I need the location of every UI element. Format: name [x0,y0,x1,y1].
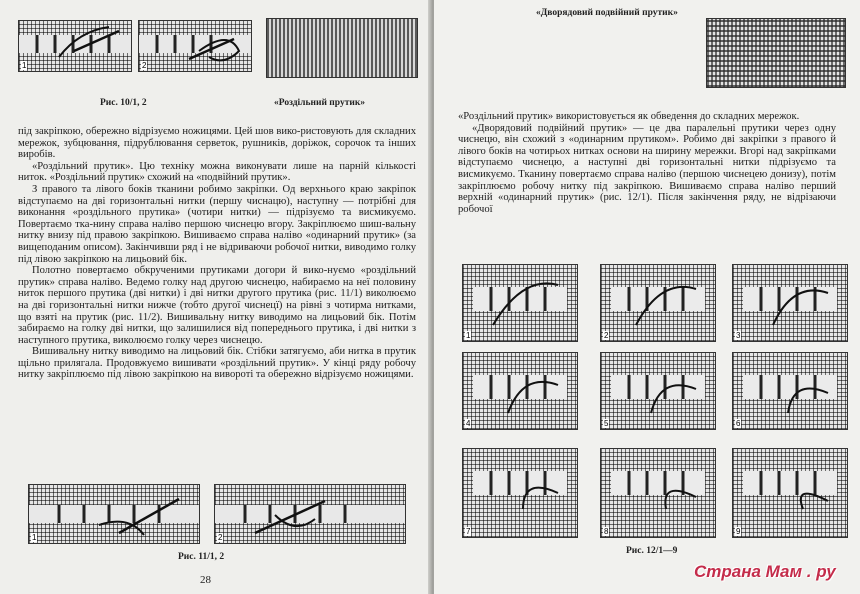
figure-12-panel [462,448,578,538]
stitch-drawing [601,353,715,430]
figure-12-panel [732,448,848,538]
figure-number: 1 [32,533,37,542]
figure-number: 1 [466,331,471,340]
stitch-drawing [463,449,577,537]
paragraph: під закріпкою, обережно відрізуємо ножицями. Цей шов вико-ристовують для складних мережок, зубцювання, підрублювання серветок, рушників, доріжок, сорочок та інших виробів. [18,126,416,161]
figure-12-panel [462,352,578,430]
right-body-text [458,111,836,215]
paragraph: «Роздільний прутик» використовується як обведення до складних мережок. [458,111,800,122]
photo-rozdilnyi-prutyk [266,18,418,78]
figure-12-panel [600,448,716,538]
figure-number: 5 [604,419,609,428]
caption-fig10: Рис. 10/1, 2 [100,98,147,108]
stitch-drawing [463,353,577,430]
figure-number: 2 [218,533,223,542]
figure-number: 3 [736,331,741,340]
stitch-drawing [601,449,715,537]
figure-number: 8 [604,527,609,536]
photo-dvoriadovyi-prutyk [706,18,846,88]
figure-number: 4 [466,419,471,428]
figure-10-2 [138,20,252,72]
paragraph: «Роздільний прутик». Цю техніку можна виконувати лише на парній кількості ниток. «Роздільний прутик» схожий на «подвійний прутик». [18,160,416,184]
paragraph: Полотно повертаємо обкрученими прутиками догори й вико-нуємо «роздільний прутик» справа наліво. Ведемо голку над другою чиснецю, набираємо на неї половину ниток першого прутика (дві нитки) і дві нитки другого прутика (рис. 11/1) виколюємо на дві горизонтальні нитки нижче (тобто другої чиснецї) на рівні з чотирма нитками, що взяті на прутик (рис. 11/2). Вишивальну нитку виводимо на лицьовий бік. Потім забираємо на голку дві нитки, що залишилися від попереднього прутика, і дві нитки з наступного прутика, виколюємо голку через чиснецю. [18,265,416,346]
stitch-drawing [733,449,847,537]
figure-10-1 [18,20,132,72]
caption-fig11: Рис. 11/1, 2 [178,552,225,562]
stitch-drawing [601,265,715,342]
header-title: «Дворядовий подвійний прутик» [536,8,678,18]
caption-fig10-title: «Роздільний прутик» [274,98,366,108]
figure-number: 6 [736,419,741,428]
figure-number: 9 [736,527,741,536]
figure-12-panel [462,264,578,342]
stitch-drawing [139,21,251,71]
stitch-drawing [215,485,405,543]
figure-12-panel [732,352,848,430]
figure-12-panel [600,352,716,430]
figure-12-panel [600,264,716,342]
figure-11-1 [28,484,200,544]
stitch-drawing [463,265,577,342]
left-body-text [18,126,416,381]
figure-number: 2 [142,61,147,70]
figure-number: 7 [466,527,471,536]
stitch-drawing [733,353,847,430]
figure-12-panel [732,264,848,342]
figure-number: 1 [22,61,27,70]
figure-number: 2 [604,331,609,340]
watermark-logo: Страна Мам . ру [694,562,836,581]
stitch-drawing [29,485,199,543]
page-number: 28 [200,574,211,586]
paragraph: «Дворядовий подвійний прутик» — це два паралельні прутики через одну чиснецю, він схожий з «одинарним прутиком». Робимо дві закріпки з правого й лівого боків на чотирьох нитках основи на ширину мережки. Вгорі над закріпками відступаємо чиснецю, а наступні дві горизонтальні нитки підрізуємо та висмикуємо. Тканину повертаємо справа наліво (першою чиснецею донизу), потім закріплюємо робочу нитку під закріпкою. Вишиваємо справа наліво перший верхній «одинарний прутик» (рис. 12/1). Після закінчення ряду, не відрізаючи робочої [458,122,836,215]
paragraph: З правого та лівого боків тканини робимо закріпки. Од верхнього краю закріпок відступаємо на дві горизонтальні нитки (першу чиснацю), наступну — потрібні для виконання «роздільного прутика» (чотири нитки) — підрізуємо та висмикуємо. Повертаємо тка-нину справа наліво першою чиснецю вгору. Закріплюємо шиш-вальну нитку внизу під правою закріпкою. Вишиваємо справа наліво «одинарний прутик» (за вищеподаним описом). Закінчивши ряд і не відриваючи робочої нитки, виводимо голку під лівою закріпкою на лицьовий бік. [18,183,416,265]
figure-11-2 [214,484,406,544]
stitch-drawing [733,265,847,342]
stitch-drawing [19,21,131,71]
right-page [434,0,860,594]
caption-fig12: Рис. 12/1—9 [626,546,678,556]
paragraph: Вишивальну нитку виводимо на лицьовий бік. Стібки затягуємо, аби нитка в прутик щільно прилягала. Продовжуємо вишивати «роздільний прутик». У кінці ряду робочу нитку закріплюємо під лівою закріпкою на вивороті та обережно відрізуємо ножицями. [18,346,416,381]
